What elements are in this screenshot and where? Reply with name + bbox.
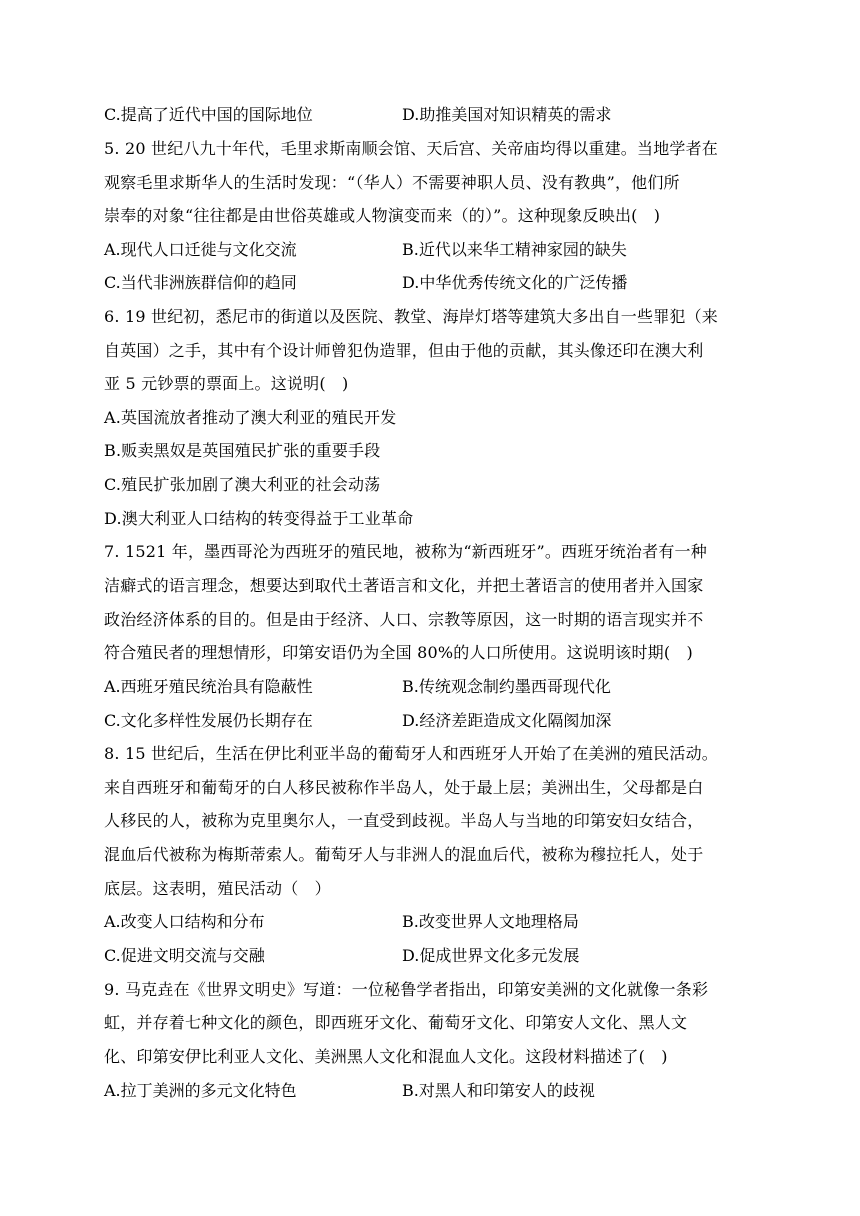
q8-options-cd bbox=[104, 946, 756, 966]
q6-stem-line-2: 自英国）之手，其中有个设计师曾犯伪造罪，但由于他的贡献，其头像还印在澳大利 bbox=[104, 341, 704, 360]
q8-option-b: B.改变世界人文地理格局 bbox=[402, 912, 579, 931]
q6-option-b: B.贩卖黑奴是英国殖民扩张的重要手段 bbox=[104, 441, 381, 460]
q8-stem-line-1: 8. 15 世纪后，生活在伊比利亚半岛的葡萄牙人和西班牙人开始了在美洲的殖民活动。 bbox=[104, 744, 718, 763]
q7-options-ab bbox=[104, 677, 756, 697]
q6-option-a: A.英国流放者推动了澳大利亚的殖民开发 bbox=[104, 408, 397, 427]
q6-option-d: D.澳大利亚人口结构的转变得益于工业革命 bbox=[104, 509, 414, 528]
q8-option-d: D.促成世界文化多元发展 bbox=[402, 946, 580, 965]
option-d: D.助推美国对知识精英的需求 bbox=[402, 105, 612, 124]
q8-stem-line-4: 混血后代被称为梅斯蒂索人。葡萄牙人与非洲人的混血后代，被称为穆拉托人，处于 bbox=[104, 845, 704, 864]
q5-stem-line-1: 5. 20 世纪八九十年代，毛里求斯南顺会馆、天后宫、关帝庙均得以重建。当地学者在 bbox=[104, 139, 718, 158]
q8-options-ab bbox=[104, 912, 756, 932]
q6-option-c: C.殖民扩张加剧了澳大利亚的社会动荡 bbox=[104, 475, 381, 494]
q5-stem-line-3: 崇奉的对象“往往都是由世俗英雄或人物演变而来（的）”。这种现象反映出( ) bbox=[104, 206, 661, 225]
q7-stem-line-2: 洁癖式的语言理念，想要达到取代土著语言和文化，并把土著语言的使用者并入国家 bbox=[104, 576, 704, 595]
q8-stem-line-3: 人移民的人，被称为克里奥尔人，一直受到歧视。半岛人与当地的印第安妇女结合， bbox=[104, 811, 704, 830]
q8-stem-line-2: 来自西班牙和葡萄牙的白人移民被称作半岛人，处于最上层；美洲出生，父母都是白 bbox=[104, 778, 704, 797]
q8-option-a: A.改变人口结构和分布 bbox=[104, 912, 265, 931]
option-c: C.提高了近代中国的国际地位 bbox=[104, 105, 313, 124]
q7-option-d: D.经济差距造成文化隔阂加深 bbox=[402, 711, 612, 730]
q5-option-d: D.中华优秀传统文化的广泛传播 bbox=[402, 273, 628, 292]
q5-option-a: A.现代人口迁徙与文化交流 bbox=[104, 240, 297, 259]
q6-stem-line-3: 亚 5 元钞票的票面上。这说明( ) bbox=[104, 374, 349, 393]
q7-option-a: A.西班牙殖民统治具有隐蔽性 bbox=[104, 677, 313, 696]
q7-option-b: B.传统观念制约墨西哥现代化 bbox=[402, 677, 611, 696]
prev-question-options-cd bbox=[104, 105, 756, 125]
q5-option-c: C.当代非洲族群信仰的趋同 bbox=[104, 273, 297, 292]
q7-stem-line-4: 符合殖民者的理想情形，印第安语仍为全国 80%的人口所使用。这说明该时期( ) bbox=[104, 643, 693, 662]
q5-option-b: B.近代以来华工精神家园的缺失 bbox=[402, 240, 627, 259]
q9-stem-line-3: 化、印第安伊比利亚人文化、美洲黑人文化和混血人文化。这段材料描述了( ) bbox=[104, 1047, 668, 1066]
q7-option-c: C.文化多样性发展仍长期存在 bbox=[104, 711, 313, 730]
q7-options-cd bbox=[104, 711, 756, 731]
q8-option-c: C.促进文明交流与交融 bbox=[104, 946, 265, 965]
q9-options-ab bbox=[104, 1081, 756, 1101]
q9-option-a: A.拉丁美洲的多元文化特色 bbox=[104, 1081, 297, 1100]
q6-stem-line-1: 6. 19 世纪初，悉尼市的街道以及医院、教堂、海岸灯塔等建筑大多出自一些罪犯（来 bbox=[104, 307, 718, 326]
q5-stem-line-2: 观察毛里求斯华人的生活时发现：“（华人）不需要神职人员、没有教典”，他们所 bbox=[104, 173, 680, 192]
q5-options-cd bbox=[104, 273, 756, 293]
q8-stem-line-5: 底层。这表明，殖民活动（ ） bbox=[104, 879, 331, 898]
q5-options-ab bbox=[104, 240, 756, 260]
q7-stem-line-3: 政治经济体系的目的。但是由于经济、人口、宗教等原因，这一时期的语言现实并不 bbox=[104, 610, 704, 629]
q9-stem-line-1: 9. 马克垚在《世界文明史》写道：一位秘鲁学者指出，印第安美洲的文化就像一条彩 bbox=[104, 980, 709, 999]
q7-stem-line-1: 7. 1521 年，墨西哥沦为西班牙的殖民地，被称为“新西班牙”。西班牙统治者有一种 bbox=[104, 542, 707, 561]
q9-option-b: B.对黑人和印第安人的歧视 bbox=[402, 1081, 595, 1100]
q9-stem-line-2: 虹，并存着七种文化的颜色，即西班牙文化、葡萄牙文化、印第安人文化、黑人文 bbox=[104, 1013, 688, 1032]
